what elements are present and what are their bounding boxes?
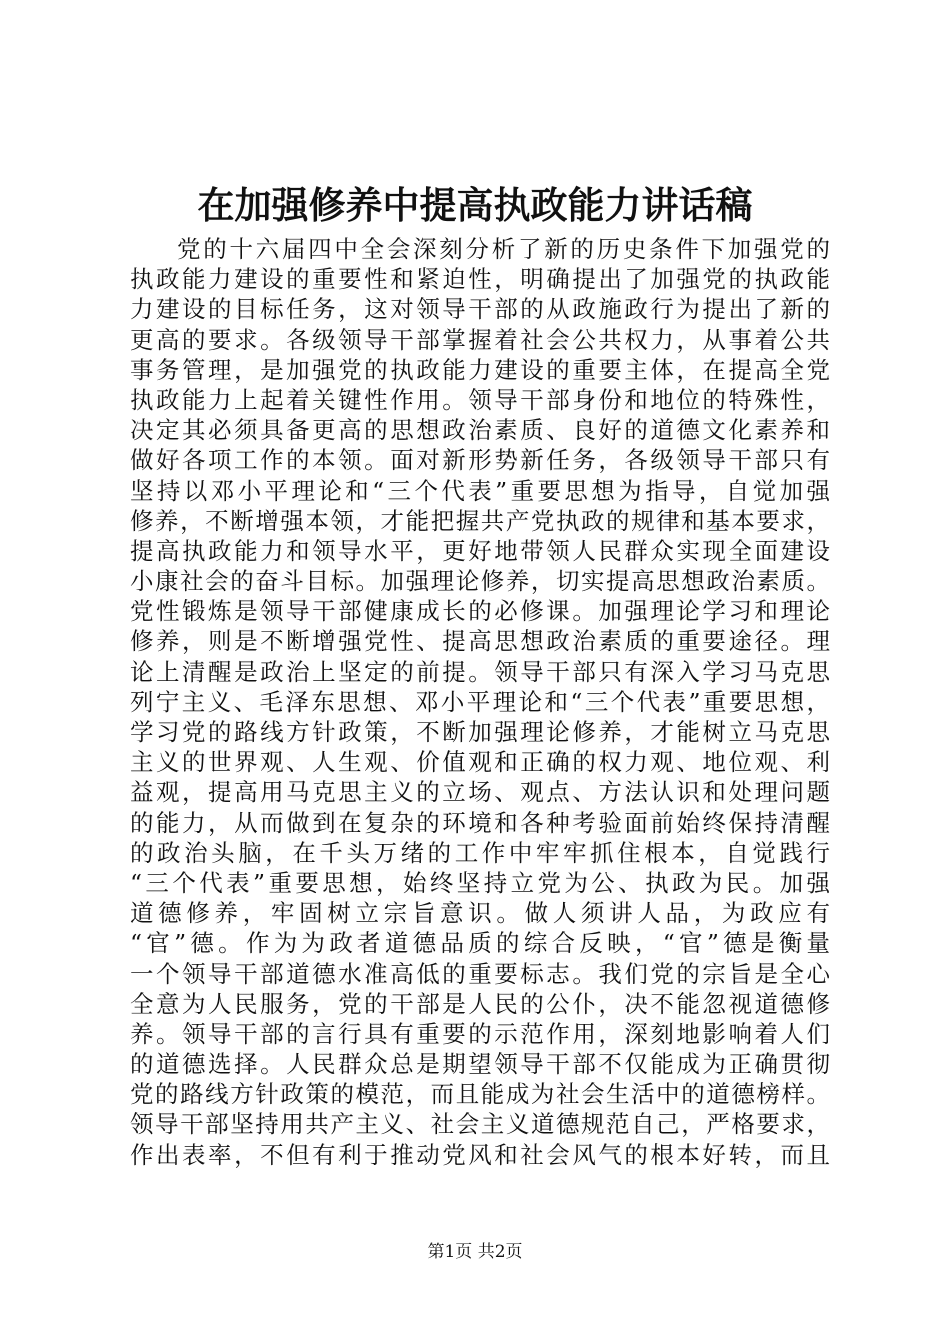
body-line: 更高的要求。各级领导干部掌握着社会公共权力，从事着公共 [130,325,830,354]
body-line: 党的路线方针政策的模范，而且能成为社会生活中的道德榜样。 [130,1080,830,1109]
body-line: 做好各项工作的本领。面对新形势新任务，各级领导干部只有 [130,446,830,475]
body-line: 事务管理，是加强党的执政能力建设的重要主体，在提高全党 [130,355,830,384]
body-line: 作出表率，不但有利于推动党风和社会风气的根本好转，而且 [130,1140,830,1169]
body-line: 的政治头脑，在千头万绪的工作中牢牢抓住根本，自觉践行 [130,838,830,867]
body-line: 修养，则是不断增强党性、提高思想政治素质的重要途径。理 [130,627,830,656]
body-line: 论上清醒是政治上坚定的前提。领导干部只有深入学习马克思 [130,657,830,686]
body-line: “官”德。作为为政者道德品质的综合反映，“官”德是衡量 [130,929,830,958]
body-line: 小康社会的奋斗目标。加强理论修养，切实提高思想政治素质。 [130,567,830,596]
body-line: 坚持以邓小平理论和“三个代表”重要思想为指导，自觉加强 [130,476,830,505]
body-line: 力建设的目标任务，这对领导干部的从政施政行为提出了新的 [130,295,830,324]
body-line: 道德修养，牢固树立宗旨意识。做人须讲人品，为政应有 [130,899,830,928]
body-line: 主义的世界观、人生观、价值观和正确的权力观、地位观、利 [130,748,830,777]
body-line: 修养，不断增强本领，才能把握共产党执政的规律和基本要求， [130,506,830,535]
document-title: 在加强修养中提高执政能力讲话稿 [197,183,753,227]
page-footer: 第1页 共2页 [427,1242,523,1262]
body-line: 益观，提高用马克思主义的立场、观点、方法认识和处理问题 [130,778,830,807]
body-line: 的能力，从而做到在复杂的环境和各种考验面前始终保持清醒 [130,808,830,837]
body-line: 提高执政能力和领导水平，更好地带领人民群众实现全面建设 [130,536,830,565]
body-line: 一个领导干部道德水准高低的重要标志。我们党的宗旨是全心 [130,959,830,988]
body-line: “三个代表”重要思想，始终坚持立党为公、执政为民。加强 [130,868,830,897]
body-line: 党的十六届四中全会深刻分析了新的历史条件下加强党的 [177,235,830,263]
body-line: 党性锻炼是领导干部健康成长的必修课。加强理论学习和理论 [130,597,830,626]
body-line: 执政能力建设的重要性和紧迫性，明确提出了加强党的执政能 [130,265,830,294]
document-body [130,234,830,1170]
body-line: 决定其必须具备更高的思想政治素质、良好的道德文化素养和 [130,416,830,445]
body-line: 列宁主义、毛泽东思想、邓小平理论和“三个代表”重要思想， [130,687,830,716]
body-line: 学习党的路线方针政策，不断加强理论修养，才能树立马克思 [130,718,830,746]
body-line: 的道德选择。人民群众总是期望领导干部不仅能成为正确贯彻 [130,1050,830,1079]
body-line: 领导干部坚持用共产主义、社会主义道德规范自己，严格要求， [130,1110,830,1139]
body-line: 执政能力上起着关键性作用。领导干部身份和地位的特殊性， [130,385,830,414]
body-line: 全意为人民服务，党的干部是人民的公仆，决不能忽视道德修 [130,989,830,1018]
body-line: 养。领导干部的言行具有重要的示范作用，深刻地影响着人们 [130,1019,830,1048]
